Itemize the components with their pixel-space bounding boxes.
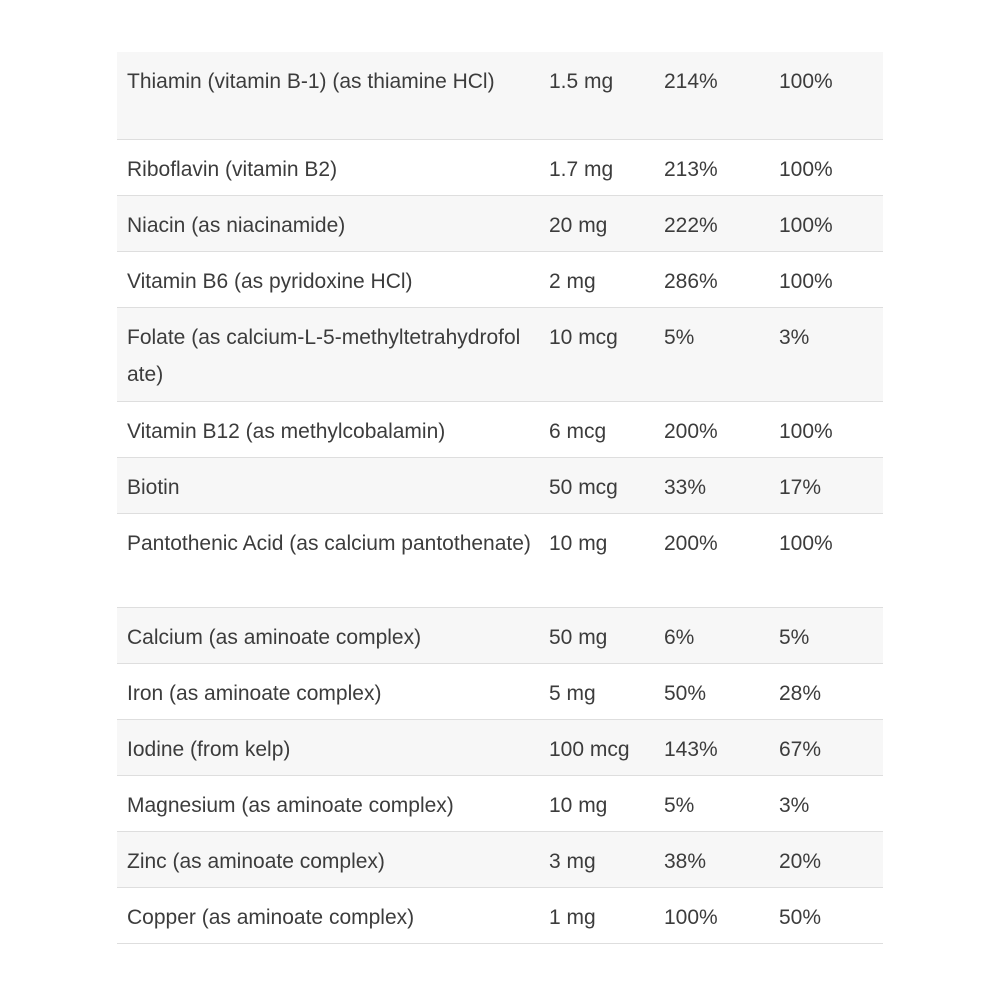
table-row [117, 608, 883, 664]
nutrient-amount: 1.7 mg [549, 158, 614, 181]
nutrient-percent-1: 6% [664, 626, 695, 649]
nutrient-amount: 6 mcg [549, 420, 607, 443]
table-row [117, 664, 883, 720]
nutrient-amount: 10 mcg [549, 326, 618, 349]
table-row [117, 252, 883, 308]
nutrient-percent-1: 214% [664, 70, 718, 93]
nutrient-percent-1: 286% [664, 270, 718, 293]
table-row [117, 458, 883, 514]
nutrient-name: Copper (as aminoate complex) [127, 906, 415, 929]
nutrient-amount: 1.5 mg [549, 70, 614, 93]
nutrient-amount: 1 mg [549, 906, 596, 929]
nutrient-percent-1: 50% [664, 682, 707, 705]
nutrient-percent-1: 5% [664, 794, 695, 817]
nutrient-percent-2: 3% [779, 794, 810, 817]
table-row [117, 514, 883, 608]
nutrient-percent-1: 100% [664, 906, 718, 929]
nutrient-percent-2: 3% [779, 326, 810, 349]
nutrient-percent-1: 200% [664, 532, 718, 555]
nutrient-name: Vitamin B6 (as pyridoxine HCl) [127, 270, 413, 293]
nutrient-percent-2: 5% [779, 626, 810, 649]
nutrient-percent-1: 213% [664, 158, 718, 181]
table-row [117, 308, 883, 402]
nutrient-percent-2: 100% [779, 270, 833, 293]
nutrient-amount: 50 mg [549, 626, 608, 649]
table-row [117, 196, 883, 252]
nutrient-percent-1: 222% [664, 214, 718, 237]
nutrient-percent-1: 33% [664, 476, 707, 499]
nutrient-name: Vitamin B12 (as methylcobalamin) [127, 420, 446, 443]
table-row [117, 776, 883, 832]
table-row [117, 402, 883, 458]
table-row [117, 832, 883, 888]
table-row [117, 720, 883, 776]
nutrient-percent-2: 28% [779, 682, 822, 705]
nutrient-name: Calcium (as aminoate complex) [127, 626, 422, 649]
table-row [117, 140, 883, 196]
nutrient-percent-1: 5% [664, 326, 695, 349]
nutrient-percent-2: 50% [779, 906, 822, 929]
nutrient-name: Thiamin (vitamin B-1) (as thiamine HCl) [127, 70, 495, 93]
nutrient-percent-1: 38% [664, 850, 707, 873]
nutrient-amount: 50 mcg [549, 476, 618, 499]
nutrient-percent-1: 200% [664, 420, 718, 443]
nutrient-name: Iodine (from kelp) [127, 738, 291, 761]
nutrient-amount: 5 mg [549, 682, 596, 705]
nutrient-name: Folate (as calcium-L-5-methyltetrahydrofolate) [127, 326, 521, 386]
nutrient-percent-2: 100% [779, 420, 833, 443]
nutrient-percent-2: 100% [779, 158, 833, 181]
nutrient-percent-2: 67% [779, 738, 822, 761]
nutrient-percent-2: 100% [779, 532, 833, 555]
nutrient-name: Pantothenic Acid (as calcium pantothenate) [127, 532, 531, 555]
nutrient-name: Magnesium (as aminoate complex) [127, 794, 454, 817]
nutrient-percent-1: 143% [664, 738, 718, 761]
nutrient-name: Zinc (as aminoate complex) [127, 850, 385, 873]
nutrient-percent-2: 20% [779, 850, 822, 873]
nutrient-amount: 10 mg [549, 794, 608, 817]
table-row [117, 888, 883, 944]
nutrient-percent-2: 17% [779, 476, 822, 499]
nutrient-name: Riboflavin (vitamin B2) [127, 158, 338, 181]
nutrient-name: Biotin [127, 476, 180, 499]
nutrient-percent-2: 100% [779, 70, 833, 93]
nutrient-table [117, 52, 883, 944]
nutrient-amount: 3 mg [549, 850, 596, 873]
nutrient-amount: 100 mcg [549, 738, 630, 761]
nutrient-amount: 10 mg [549, 532, 608, 555]
nutrient-amount: 20 mg [549, 214, 608, 237]
nutrient-name: Niacin (as niacinamide) [127, 214, 346, 237]
nutrient-name: Iron (as aminoate complex) [127, 682, 382, 705]
nutrient-amount: 2 mg [549, 270, 596, 293]
table-row [117, 52, 883, 140]
nutrient-percent-2: 100% [779, 214, 833, 237]
